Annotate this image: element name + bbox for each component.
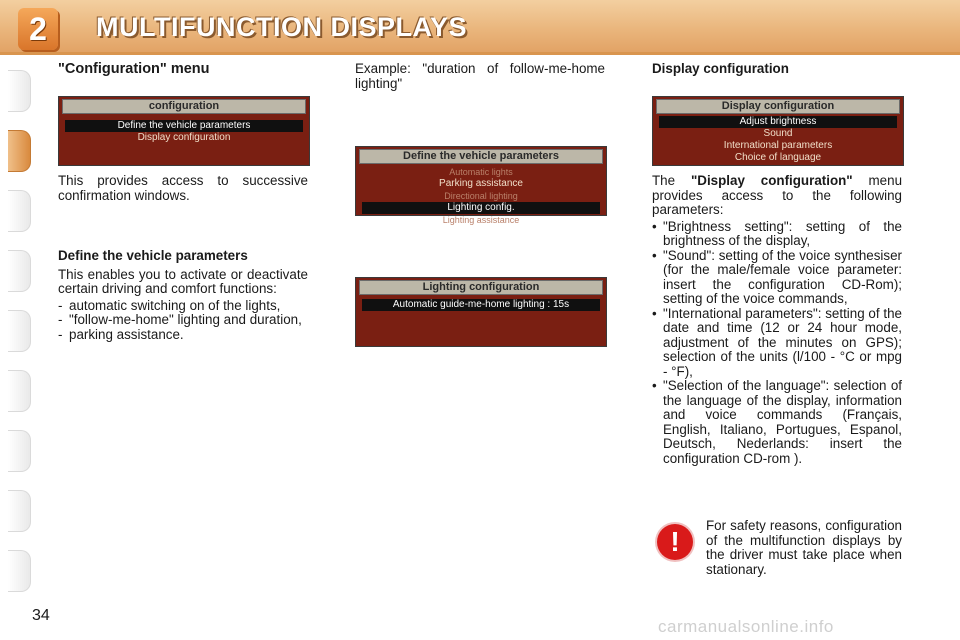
subsection-desc: This enables you to activate or deactivate certain driving and comfort functions:	[58, 266, 308, 296]
screen-title: configuration	[62, 99, 306, 114]
list-item: - parking assistance.	[58, 328, 308, 343]
screen-row-selected: Define the vehicle parameters	[65, 120, 303, 132]
column-3-heading	[652, 62, 902, 81]
chapter-tab[interactable]	[8, 490, 31, 532]
display-config-intro	[652, 174, 902, 218]
screen-row: Sound	[763, 128, 793, 139]
section-title-configuration: "Configuration" menu	[58, 61, 210, 77]
chapter-tab[interactable]	[8, 370, 31, 412]
screen-lighting-configuration	[355, 277, 607, 347]
screen-row-selected: Automatic guide-me-home lighting : 15s	[362, 299, 600, 311]
page-title: MULTIFUNCTION DISPLAYS	[96, 12, 468, 42]
intro-text: menu provides access to the following parameters:	[652, 173, 903, 217]
chapter-tab[interactable]	[8, 430, 31, 472]
screen-title: Lighting configuration	[359, 280, 603, 295]
list-item: • "Selection of the language": selection of the language of the display, information and voice commands (Français, English, Italiano, Portugues, Espanol, Deutsch, Nederlands: insert the configuration CD-rom ).	[652, 379, 902, 466]
chapter-tab[interactable]	[8, 310, 31, 352]
footer-watermark: carmanualsonline.info	[658, 617, 834, 636]
screen-row: Lighting assistance	[442, 215, 520, 225]
list-item: • "Brightness setting": setting of the brightness of the display,	[652, 220, 902, 249]
screen-configuration	[58, 96, 310, 166]
page-number: 34	[32, 607, 50, 624]
column-2-body	[355, 62, 605, 91]
example-caption: Example: "duration of follow-me-home lighting"	[355, 61, 605, 91]
chapter-tab[interactable]	[8, 190, 31, 232]
configuration-intro: This provides access to successive confirmation windows.	[58, 173, 308, 203]
warning-icon: !	[657, 524, 693, 560]
screen-title: Define the vehicle parameters	[359, 149, 603, 164]
list-item: - automatic switching on of the lights,	[58, 299, 308, 314]
safety-warning: For safety reasons, configuration of the multifunction displays by the driver must take place when stationary.	[706, 518, 902, 577]
screen-row: International parameters	[723, 140, 833, 151]
screen-row: Choice of language	[734, 152, 822, 163]
chapter-tab[interactable]	[8, 250, 31, 292]
function-list	[58, 299, 308, 343]
define-parameters-section	[58, 249, 308, 342]
screen-title: Display configuration	[656, 99, 900, 114]
screen-define-vehicle-parameters	[355, 146, 607, 225]
intro-text: The	[652, 173, 691, 188]
chapter-number-badge: 2	[18, 8, 58, 50]
subsection-title: Define the vehicle parameters	[58, 248, 248, 263]
column-3-body	[652, 174, 902, 466]
column-1-heading	[58, 62, 308, 77]
column-1-body	[58, 174, 308, 203]
chapter-tabs	[0, 60, 32, 580]
header-divider	[0, 52, 960, 55]
screen-row: Display configuration	[137, 132, 231, 143]
chapter-tab-active[interactable]	[8, 130, 31, 172]
list-item: • "Sound": setting of the voice synthesiser (for the male/female voice parameter: insert the configuration CD-Rom); setting of the voice commands,	[652, 249, 902, 307]
parameter-list	[652, 220, 902, 467]
chapter-tab[interactable]	[8, 70, 31, 112]
screen-row: Automatic lights	[449, 167, 513, 177]
screen-display-configuration	[652, 96, 904, 166]
chapter-tab[interactable]	[8, 550, 31, 592]
screen-row-selected: Lighting config.	[362, 202, 600, 214]
list-item: • "International parameters": setting of the date and time (12 or 24 hour mode, adjustment of the minutes on GPS); selection of the units (l/100 - °C or mpg - °F),	[652, 307, 902, 380]
screen-row-selected: Adjust brightness	[659, 116, 897, 128]
list-item: - "follow-me-home" lighting and duration,	[58, 313, 308, 328]
section-title-display-configuration: Display configuration	[652, 61, 789, 76]
screen-row: Parking assistance	[439, 178, 523, 189]
screen-row: Directional lighting	[444, 191, 518, 201]
intro-menu-name: "Display configuration"	[690, 173, 853, 188]
